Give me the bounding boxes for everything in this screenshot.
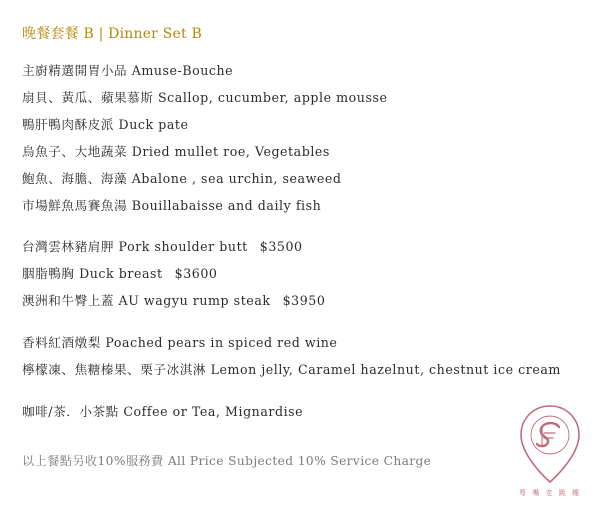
main-course-name: 台灣雲林豬肩胛 Pork shoulder butt [22, 239, 248, 254]
main-course-item [22, 260, 325, 287]
dessert-item: 檸檬凍、焦糖榛果、栗子冰淇淋 Lemon jelly, Caramel hazelnut, chestnut ice cream [22, 362, 561, 377]
course-item: 扇貝、黃瓜、蘋果慕斯 Scallop, cucumber, apple mousse [22, 90, 388, 105]
course-item: 鴨肝鴨肉酥皮派 Duck pate [22, 117, 189, 132]
menu-title: 晚餐套餐 B | Dinner Set B [22, 26, 202, 42]
course-item: 主廚精選開胃小品 Amuse-Bouche [22, 63, 234, 78]
main-course-price: $3500 [259, 239, 303, 254]
coffee-item: 咖啡/茶．小茶點 Coffee or Tea, Mignardise [22, 404, 304, 419]
course-list-mains [22, 233, 325, 314]
main-course-item [22, 233, 325, 260]
service-charge-note: 以上餐點另收10%服務費 All Price Subjected 10% Service Charge [22, 454, 432, 468]
logo-caption: 萼 嘴 走 跳 趣 [519, 489, 581, 497]
course-list-starters [22, 57, 388, 219]
course-item: 鮑魚、海膽、海藻 Abalone , sea urchin, seaweed [22, 171, 342, 186]
main-course-price: $3950 [282, 293, 326, 308]
main-course-item [22, 287, 325, 314]
main-course-name: 澳洲和牛臀上蓋 AU wagyu rump steak [22, 293, 271, 308]
main-course-name: 胭脂鴨胸 Duck breast [22, 266, 163, 281]
dessert-item: 香料紅酒燉梨 Poached pears in spiced red wine [22, 335, 338, 350]
course-item: 市場鮮魚馬賽魚湯 Bouillabaisse and daily fish [22, 198, 322, 213]
course-list-coffee [22, 398, 303, 425]
main-course-price: $3600 [174, 266, 218, 281]
map-pin-logo-icon [515, 402, 585, 502]
course-list-desserts [22, 329, 561, 383]
course-item: 烏魚子、大地蔬菜 Dried mullet roe, Vegetables [22, 144, 330, 159]
